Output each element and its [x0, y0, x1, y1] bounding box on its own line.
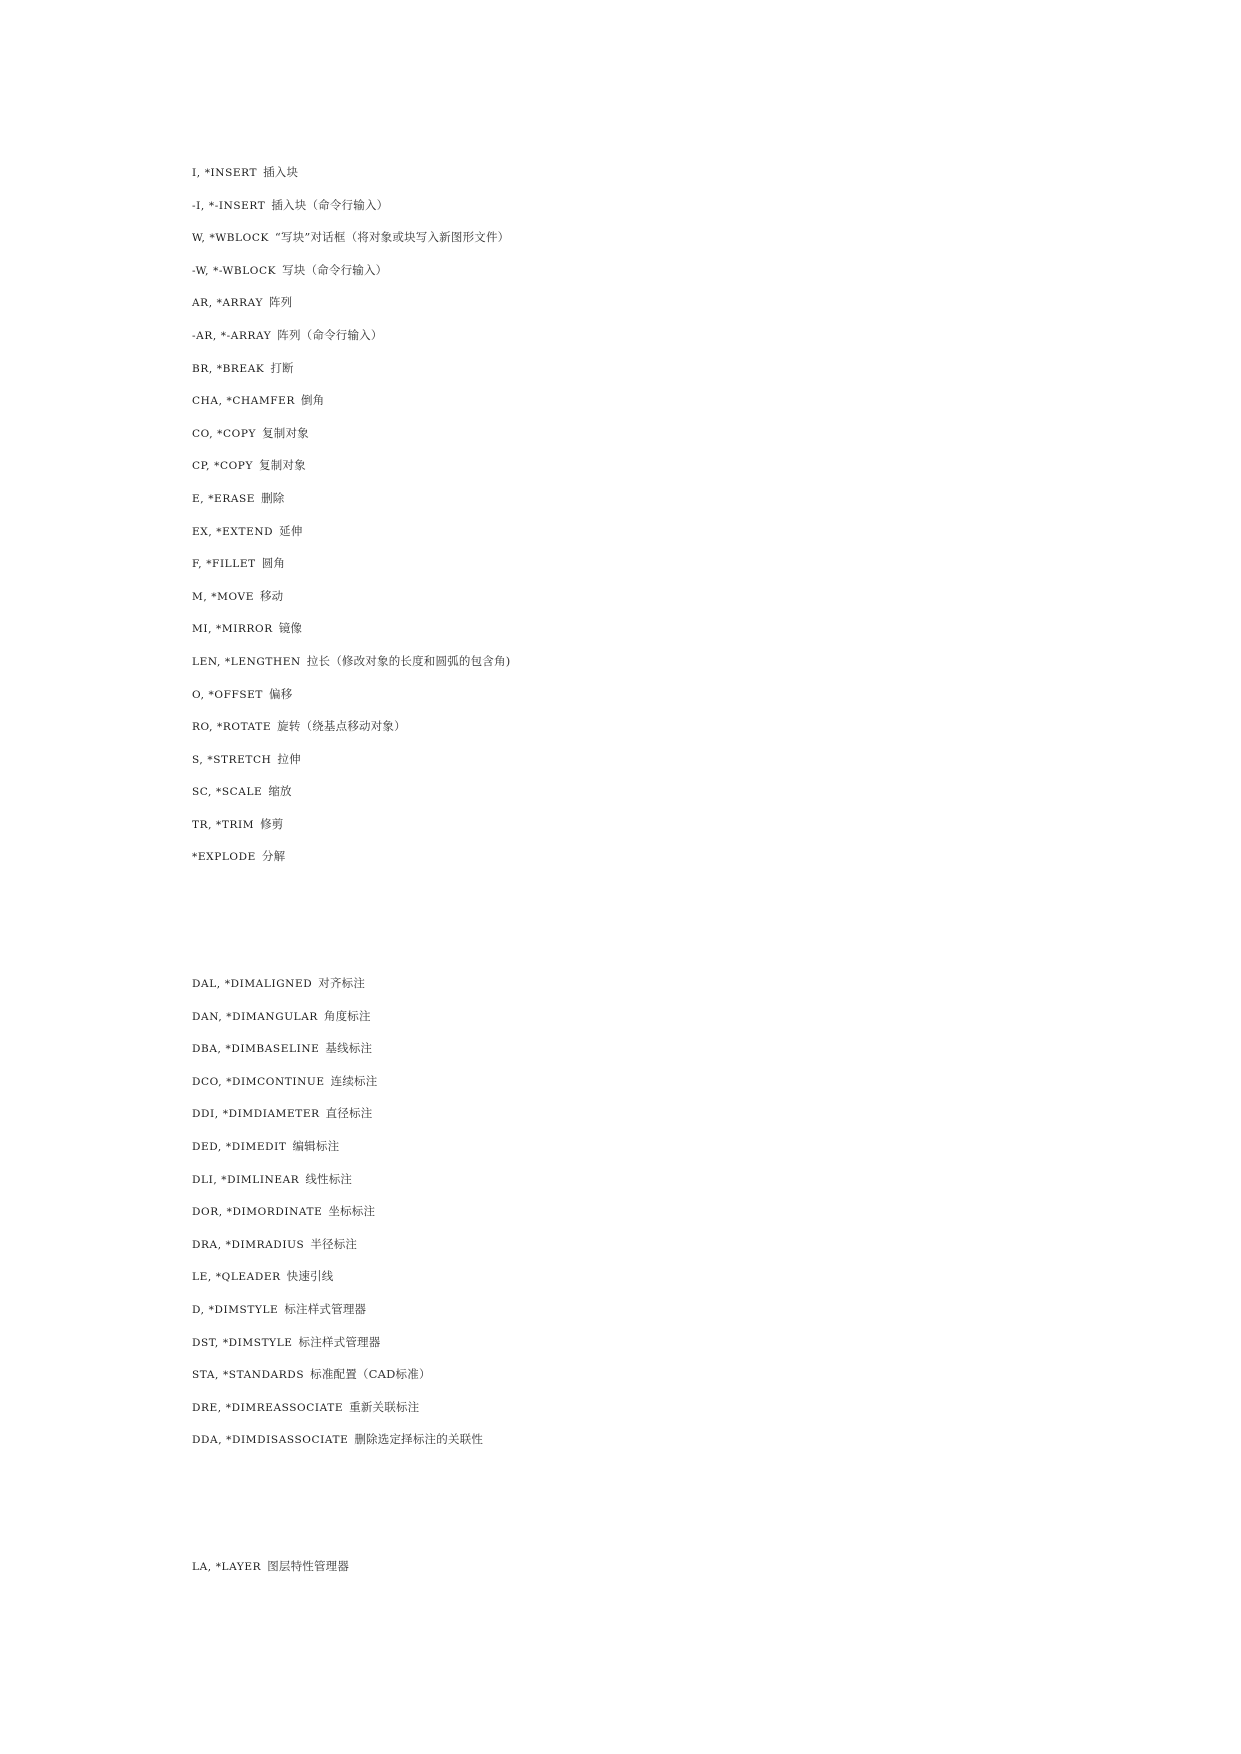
- shortcut-code: I,: [192, 167, 201, 179]
- command-name: *-ARRAY: [220, 329, 272, 342]
- command-description: 重新关联标注: [349, 1399, 420, 1414]
- command-line: [192, 1423, 483, 1456]
- command-name: *COPY: [217, 427, 257, 440]
- shortcut-code: CP,: [192, 460, 211, 473]
- shortcut-code: RO,: [192, 721, 214, 734]
- command-description: 修剪: [260, 816, 284, 831]
- command-line: [192, 482, 510, 515]
- shortcut-code: LE,: [192, 1271, 212, 1284]
- command-name: *ERASE: [208, 492, 256, 505]
- command-description: 标注样式管理器: [284, 1301, 367, 1316]
- command-line: [192, 384, 510, 417]
- command-name: *LAYER: [215, 1561, 262, 1573]
- shortcut-code: AR,: [192, 297, 213, 310]
- command-description: 快速引线: [286, 1269, 334, 1284]
- command-line: [192, 710, 510, 743]
- command-name: *MIRROR: [216, 623, 273, 636]
- command-name: *MOVE: [211, 590, 254, 603]
- command-name: *EXTEND: [216, 525, 274, 538]
- command-name: *STRETCH: [207, 753, 272, 766]
- command-name: *DIMDISASSOCIATE: [226, 1434, 349, 1447]
- shortcut-code: DCO,: [192, 1075, 223, 1088]
- command-description: 写块（命令行输入）: [282, 262, 388, 277]
- shortcut-code: LA,: [192, 1561, 212, 1573]
- shortcut-code: DST,: [192, 1336, 219, 1349]
- shortcut-code: DAN,: [192, 1010, 223, 1023]
- shortcut-code: F,: [192, 558, 203, 571]
- command-description: 打断: [270, 360, 294, 375]
- command-line: [192, 1326, 483, 1359]
- command-name: *LENGTHEN: [224, 655, 301, 668]
- command-description: “写块”对话框（将对象或块写入新图形文件）: [274, 230, 510, 245]
- command-description: 复制对象: [262, 425, 309, 440]
- command-line: [192, 1097, 483, 1130]
- shortcut-code: MI,: [192, 623, 213, 636]
- command-name: *WBLOCK: [209, 232, 269, 245]
- command-description: 插入块: [263, 165, 299, 179]
- modify-commands-section: [192, 156, 510, 873]
- command-name: *DIMEDIT: [225, 1140, 287, 1153]
- command-description: 连续标注: [330, 1073, 378, 1088]
- shortcut-code: EX,: [192, 525, 213, 538]
- command-description: 角度标注: [323, 1008, 371, 1023]
- shortcut-code: SC,: [192, 786, 212, 799]
- command-description: 删除选定择标注的关联性: [354, 1432, 484, 1447]
- shortcut-code: D,: [192, 1303, 205, 1316]
- command-description: 缩放: [268, 784, 292, 799]
- command-description: 半径标注: [310, 1236, 358, 1251]
- command-line: [192, 1260, 483, 1293]
- command-description: 偏移: [269, 686, 293, 701]
- command-line: [192, 286, 510, 319]
- command-name: *EXPLODE: [192, 851, 256, 864]
- command-description: 坐标标注: [328, 1204, 376, 1219]
- command-description: 旋转（绕基点移动对象）: [277, 719, 406, 734]
- command-line: [192, 967, 483, 1000]
- command-line: [192, 1358, 483, 1391]
- command-name: *DIMREASSOCIATE: [225, 1401, 344, 1414]
- command-name: *ARRAY: [216, 297, 263, 310]
- command-line: [192, 1032, 483, 1065]
- command-name: *DIMORDINATE: [226, 1206, 323, 1219]
- dimension-commands-section: [192, 967, 483, 1456]
- command-line: [192, 1550, 349, 1583]
- command-line: [192, 775, 510, 808]
- command-description: 分解: [261, 849, 286, 864]
- command-description: 阵列: [268, 295, 293, 310]
- command-name: *INSERT: [204, 167, 258, 179]
- command-name: *DIMRADIUS: [225, 1238, 305, 1251]
- command-description: 镜像: [278, 621, 303, 636]
- command-line: [192, 1228, 483, 1261]
- command-name: *-WBLOCK: [213, 264, 277, 277]
- shortcut-code: DAL,: [192, 978, 221, 990]
- command-line: [192, 319, 510, 352]
- shortcut-code: O,: [192, 688, 205, 701]
- command-name: *ROTATE: [217, 721, 272, 734]
- shortcut-code: CHA,: [192, 395, 223, 408]
- command-line: [192, 254, 510, 287]
- command-line: [192, 1130, 483, 1163]
- command-name: *CHAMFER: [226, 395, 295, 408]
- shortcut-code: TR,: [192, 818, 213, 831]
- command-line: [192, 678, 510, 711]
- command-description: 圆角: [261, 556, 286, 571]
- command-description: 拉长（修改对象的长度和圆弧的包含角): [306, 653, 511, 668]
- command-name: *QLEADER: [215, 1271, 281, 1284]
- command-line: [192, 840, 510, 873]
- command-description: 复制对象: [259, 458, 306, 473]
- command-name: *COPY: [214, 460, 253, 473]
- shortcut-code: CO,: [192, 427, 214, 440]
- shortcut-code: DRE,: [192, 1401, 222, 1414]
- command-line: [192, 1293, 483, 1326]
- command-description: 延伸: [279, 523, 303, 538]
- shortcut-code: DRA,: [192, 1238, 222, 1251]
- command-line: [192, 417, 510, 450]
- command-name: *DIMALIGNED: [224, 978, 313, 990]
- command-name: *SCALE: [216, 786, 263, 799]
- shortcut-code: -W,: [192, 264, 210, 277]
- command-description: 倒角: [300, 393, 325, 408]
- command-description: 对齐标注: [318, 976, 366, 990]
- shortcut-code: S,: [192, 753, 204, 766]
- command-description: 插入块（命令行输入）: [271, 197, 389, 212]
- command-line: [192, 1163, 483, 1196]
- shortcut-code: LEN,: [192, 655, 221, 668]
- command-name: *TRIM: [216, 818, 255, 831]
- shortcut-code: DDA,: [192, 1434, 223, 1447]
- command-name: *DIMSTYLE: [208, 1303, 279, 1316]
- shortcut-code: STA,: [192, 1369, 219, 1382]
- shortcut-code: E,: [192, 492, 205, 505]
- command-description: 编辑标注: [292, 1138, 340, 1153]
- command-line: [192, 352, 510, 385]
- shortcut-code: DED,: [192, 1140, 222, 1153]
- command-name: *STANDARDS: [222, 1369, 305, 1382]
- command-line: [192, 547, 510, 580]
- command-description: 阵列（命令行输入）: [277, 327, 383, 342]
- command-line: [192, 645, 510, 678]
- command-description: 线性标注: [305, 1171, 353, 1186]
- command-line: [192, 808, 510, 841]
- shortcut-code: DOR,: [192, 1206, 223, 1219]
- command-description: 直径标注: [325, 1106, 373, 1121]
- command-name: *BREAK: [216, 362, 265, 375]
- command-line: [192, 515, 510, 548]
- command-description: 图层特性管理器: [267, 1559, 350, 1573]
- shortcut-code: DDI,: [192, 1108, 219, 1121]
- command-name: *DIMLINEAR: [221, 1173, 300, 1186]
- command-line: [192, 449, 510, 482]
- shortcut-code: -I,: [192, 199, 205, 212]
- command-description: 标注样式管理器: [298, 1334, 381, 1349]
- command-line: [192, 580, 510, 613]
- command-name: *-INSERT: [208, 199, 266, 212]
- command-line: [192, 189, 510, 222]
- command-name: *DIMSTYLE: [222, 1336, 293, 1349]
- command-name: *OFFSET: [208, 688, 264, 701]
- command-line: [192, 1065, 483, 1098]
- command-description: 标准配置（CAD标准）: [310, 1367, 431, 1382]
- layer-commands-section: [192, 1550, 349, 1583]
- shortcut-code: DBA,: [192, 1043, 222, 1056]
- shortcut-code: W,: [192, 232, 206, 245]
- command-name: *FILLET: [206, 558, 256, 571]
- command-name: *DIMBASELINE: [225, 1043, 320, 1056]
- command-description: 删除: [261, 490, 285, 505]
- command-name: *DIMANGULAR: [226, 1010, 318, 1023]
- command-name: *DIMDIAMETER: [222, 1108, 320, 1121]
- shortcut-code: BR,: [192, 362, 213, 375]
- command-line: [192, 612, 510, 645]
- command-description: 移动: [259, 588, 284, 603]
- command-line: [192, 221, 510, 254]
- command-name: *DIMCONTINUE: [226, 1075, 325, 1088]
- command-line: [192, 743, 510, 776]
- command-line: [192, 1391, 483, 1424]
- shortcut-code: -AR,: [192, 329, 217, 342]
- command-line: [192, 1195, 483, 1228]
- command-description: 拉伸: [277, 751, 301, 766]
- command-description: 基线标注: [325, 1041, 373, 1056]
- command-line: [192, 1000, 483, 1033]
- shortcut-code: M,: [192, 590, 208, 603]
- command-line: [192, 156, 510, 189]
- shortcut-code: DLI,: [192, 1173, 218, 1186]
